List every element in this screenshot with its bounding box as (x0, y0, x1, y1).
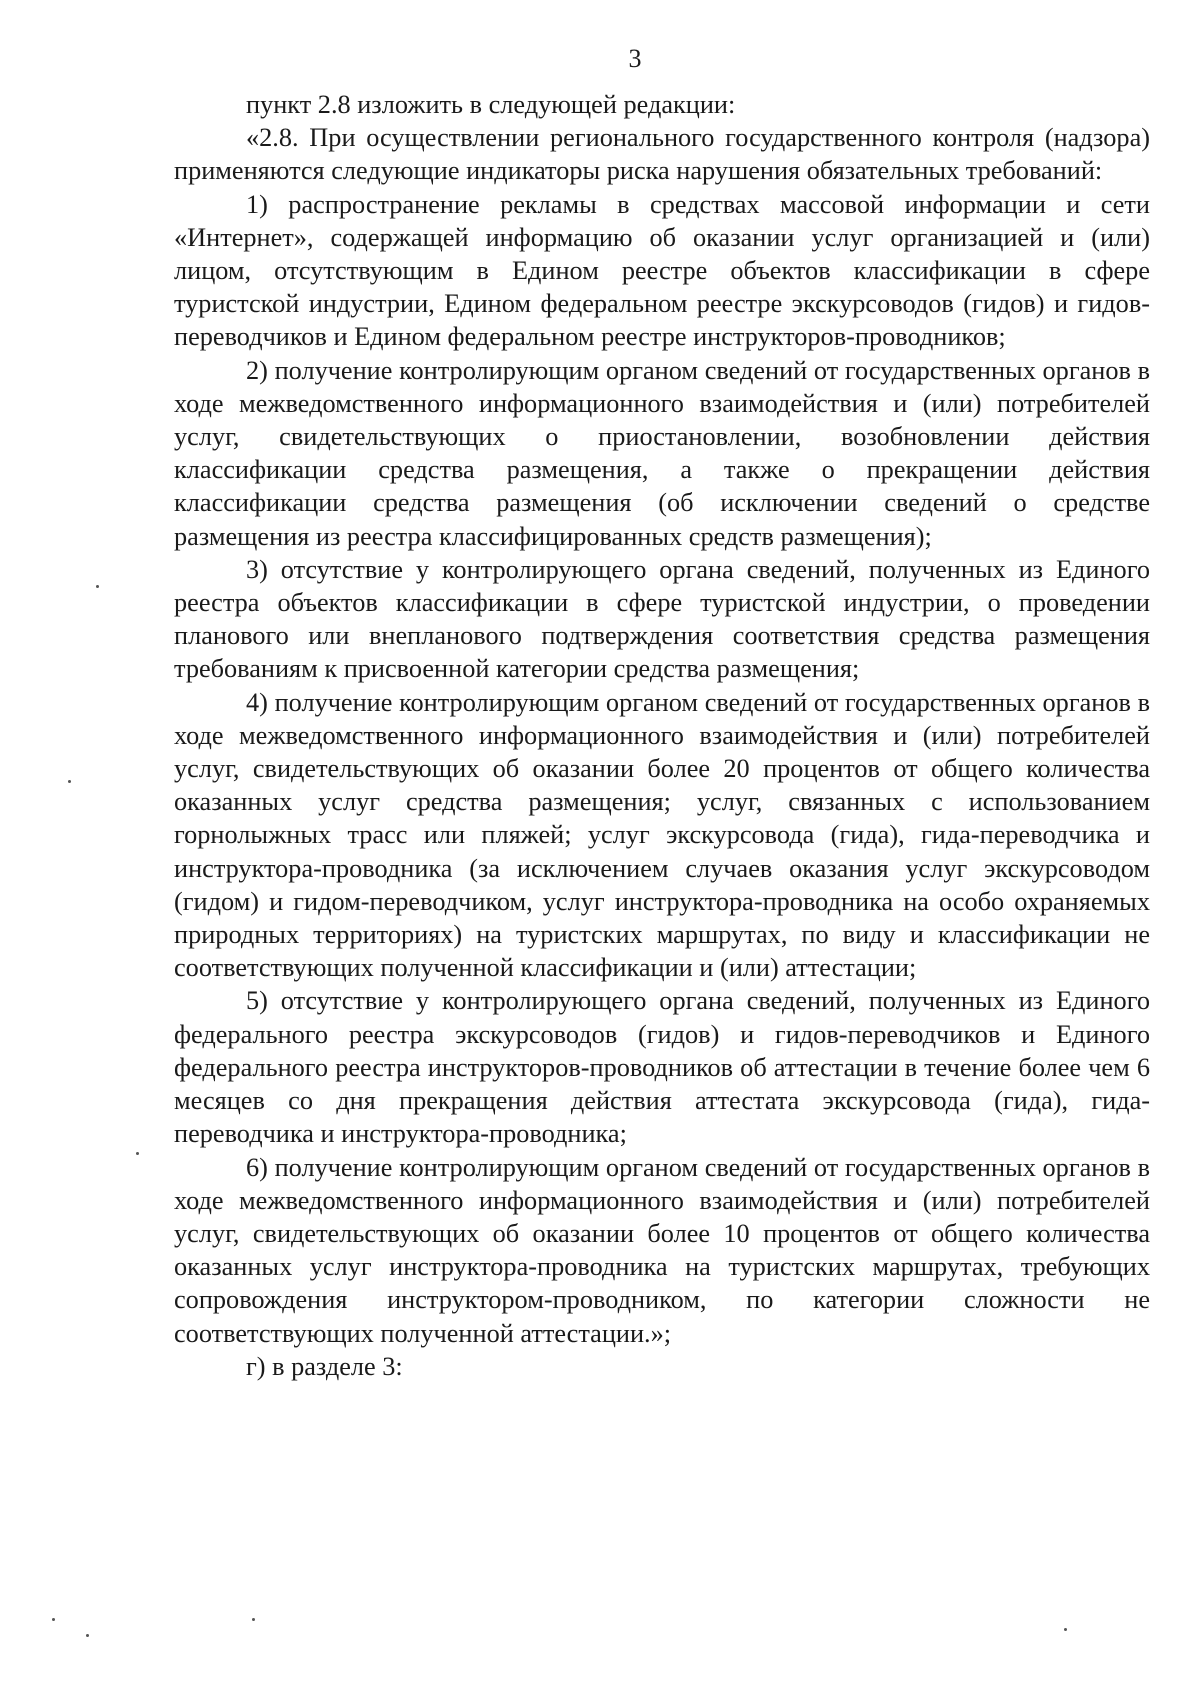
scan-speck (52, 1618, 55, 1621)
paragraph-intro: пункт 2.8 изложить в следующей редакции: (246, 90, 736, 119)
paragraph-item-4: 4) получение контролирующим органом сведений от государственных органов в ходе межведомственного информационного взаимодействия и (или) потребителей услуг, свидетельствующих об оказании более 20 процентов от общего количества оказанных услуг средства размещения; услуг, связанных с использованием горнолыжных трасс или пляжей; услуг экскурсовода (гида), гида-переводчика и инструктора-проводника (за исключением случаев оказания услуг экскурсоводом (гидом) и гидом-переводчиком, услуг инструктора-проводника на особо охраняемых природных территориях) на туристских маршрутах, по виду и классификации не соответствующих полученной классификации и (или) аттестации; (174, 687, 1150, 983)
paragraph-section-3: г) в разделе 3: (246, 1351, 403, 1381)
paragraph-item-5: 5) отсутствие у контролирующего органа сведений, полученных из Единого федерального реестра экскурсоводов (гидов) и гидов-переводчиков и Единого федерального реестра инструкторов-проводников об аттестации в течение более чем 6 месяцев со дня прекращения действия аттестата экскурсовода (гида), гида-переводчика и инструктора-проводника; (174, 986, 1150, 1149)
paragraph-item-1: 1) распространение рекламы в средствах массовой информации и сети «Интернет», содержащей информацию об оказании услуг организацией и (или) лицом, отсутствующим в Едином реестре объектов классификации в сфере туристской индустрии, Едином федеральном реестре экскурсоводов (гидов) и гидов-переводчиков и Едином федеральном реестре инструкторов-проводников; (174, 189, 1150, 352)
scan-speck (96, 585, 99, 588)
scan-speck (252, 1618, 255, 1621)
paragraph-item-2: 2) получение контролирующим органом сведений от государственных органов в ходе межведомственного информационного взаимодействия и (или) потребителей услуг, свидетельствующих о приостановлении, возобновлении действия классификации средства размещения, а также о прекращении действия классификации средства размещения (об исключении сведений о средстве размещения из реестра классифицированных средств размещения); (174, 355, 1150, 551)
scan-speck (68, 780, 71, 783)
scan-speck (1064, 1628, 1067, 1631)
page-number: 3 (628, 44, 642, 73)
scan-speck (86, 1634, 89, 1637)
paragraph-item-6: 6) получение контролирующим органом сведений от государственных органов в ходе межведомственного информационного взаимодействия и (или) потребителей услуг, свидетельствующих об оказании более 10 процентов от общего количества оказанных услуг инструктора-проводника на туристских маршрутах, требующих сопровождения инструктором-проводником, по категории сложности не соответствующих полученной аттестации.»; (174, 1152, 1150, 1348)
paragraph-clause-2-8: «2.8. При осуществлении регионального государственного контроля (надзора) применяются следующие индикаторы риска нарушения обязательных требований: (174, 123, 1150, 186)
paragraph-item-3: 3) отсутствие у контролирующего органа сведений, полученных из Единого реестра объектов классификации в сфере туристской индустрии, о проведении планового или внепланового подтверждения соответствия средства размещения требованиям к присвоенной категории средства размещения; (174, 554, 1150, 684)
document-body (174, 88, 1150, 1383)
scan-speck (136, 1152, 139, 1155)
